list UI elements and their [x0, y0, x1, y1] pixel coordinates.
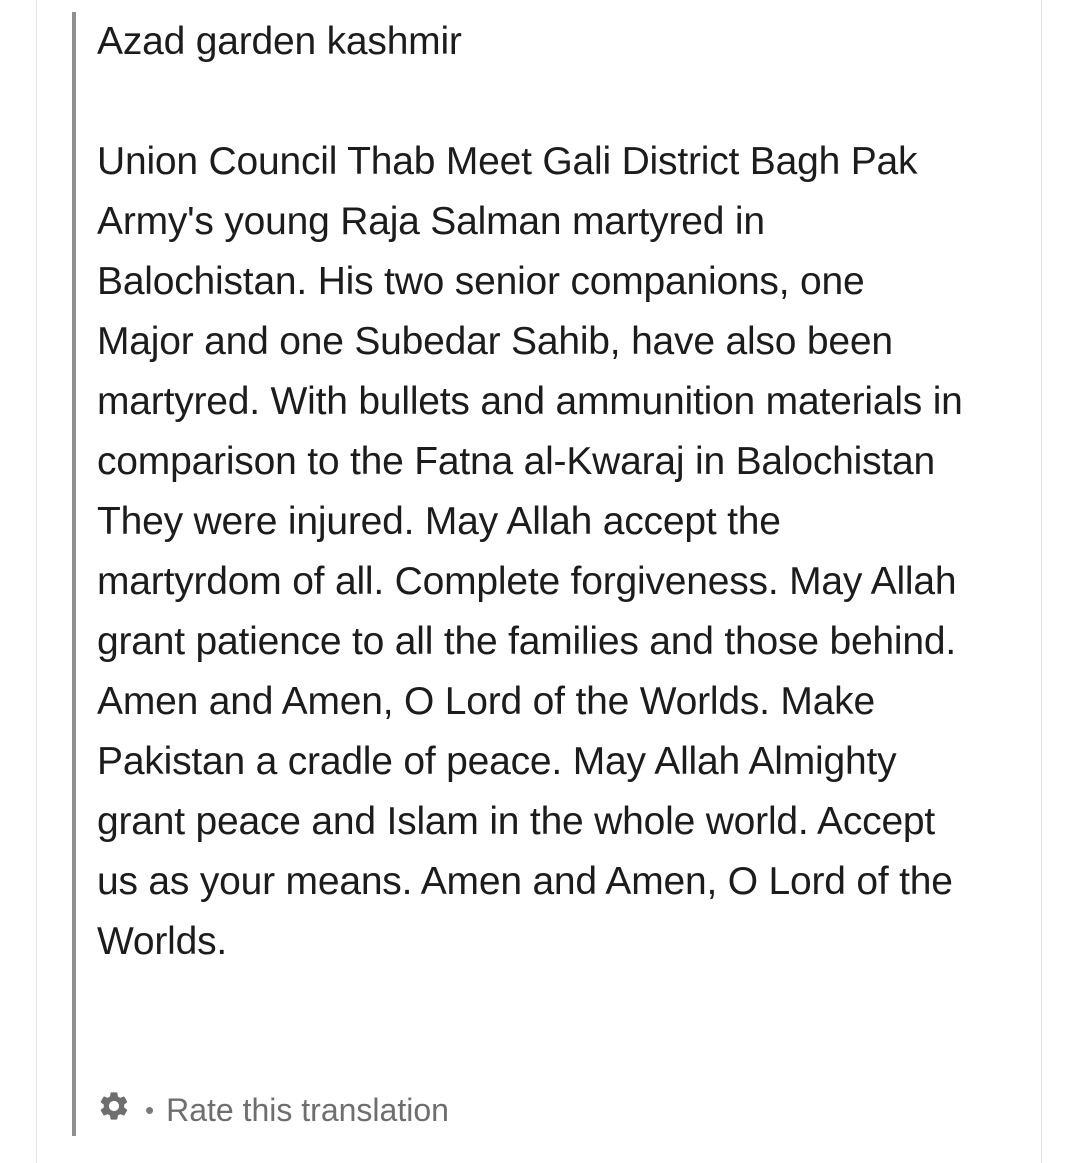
- translation-block: [72, 12, 972, 1136]
- rate-translation-link[interactable]: Rate this translation: [166, 1091, 449, 1128]
- quote-bar: [72, 12, 76, 1136]
- settings-gear-icon[interactable]: [97, 1089, 131, 1131]
- frame-border-right: [1041, 0, 1042, 1163]
- gear-icon: [97, 1089, 131, 1123]
- separator-dot: •: [145, 1094, 155, 1125]
- frame-border-left: [36, 0, 37, 1163]
- translated-text: Azad garden kashmir Union Council Thab Meet Gali District Bagh Pak Army's young Raja Salman martyred in Balochistan. His two senior companions, one Major and one Subedar Sahib, have also been martyred. With bullets and ammunition materials in comparison to the Fatna al-Kwaraj in Balochistan They were injured. May Allah accept the martyrdom of all. Complete forgiveness. May Allah grant patience to all the families and those behind. Amen and Amen, O Lord of the Worlds. Make Pakistan a cradle of peace. May Allah Almighty grant peace and Islam in the whole world. Accept us as your means. Amen and Amen, O Lord of the Worlds.: [97, 20, 963, 963]
- translation-footer: [97, 1090, 449, 1130]
